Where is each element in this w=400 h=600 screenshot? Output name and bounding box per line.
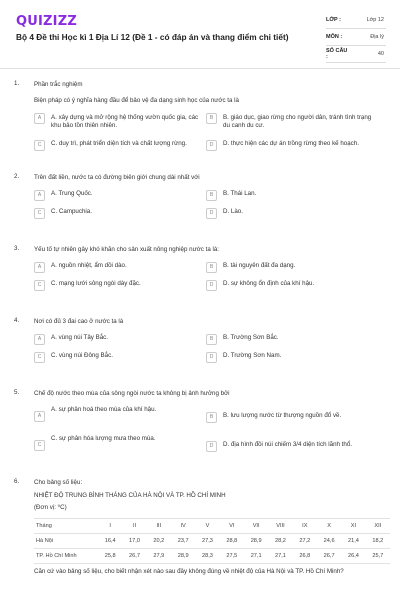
- option-d[interactable]: [206, 435, 378, 452]
- header-divider: [0, 68, 400, 69]
- option-letter-box: B: [206, 412, 217, 423]
- table-cell: IX: [293, 518, 317, 533]
- question-number: 3.: [14, 244, 20, 252]
- option-letter-box: C: [34, 440, 45, 451]
- question-text: Yếu tố tự nhiên gây khó khăn cho sản xuất nông nghiệp nước ta là:: [34, 245, 220, 253]
- question-3: [14, 245, 386, 298]
- question-number: 4.: [14, 316, 20, 324]
- table-cell: 25,7: [366, 548, 390, 563]
- option-b[interactable]: [206, 262, 378, 273]
- option-c[interactable]: [34, 435, 206, 452]
- option-a[interactable]: [34, 113, 206, 130]
- table-cell: 27,9: [147, 548, 171, 563]
- option-letter-box: B: [206, 190, 217, 201]
- question-text: Trên đất liền, nước ta có đường biên giới chung dài nhất với: [34, 173, 200, 181]
- option-text: D. Lào.: [223, 208, 243, 215]
- option-b[interactable]: [206, 406, 378, 423]
- option-letter-box: A: [34, 262, 45, 273]
- meta-class-label: LỚP :: [326, 17, 341, 23]
- table-cell: X: [317, 518, 341, 533]
- question-text: Chế độ nước theo mùa của sông ngòi nước ta không bị ảnh hưởng bởi: [34, 389, 230, 397]
- table-cell: 16,4: [98, 533, 122, 548]
- table-row-hcmc: [34, 548, 390, 563]
- option-letter-box: D: [206, 140, 217, 151]
- table-title: NHIỆT ĐỘ TRUNG BÌNH THÁNG CỦA HÀ NỘI VÀ TP. HỒ CHÍ MINH: [34, 491, 226, 499]
- option-letter-box: B: [206, 113, 217, 124]
- option-c[interactable]: [34, 280, 206, 291]
- options: [34, 334, 386, 370]
- question-text: Nơi có đủ 3 đai cao ở nước ta là: [34, 317, 124, 325]
- table-cell: II: [122, 518, 146, 533]
- worksheet-header: [0, 0, 400, 66]
- table-cell: 18,2: [366, 533, 390, 548]
- option-a[interactable]: [34, 406, 206, 423]
- option-letter-box: B: [206, 334, 217, 345]
- table-cell: 27,3: [195, 533, 219, 548]
- table-cell: 26,7: [122, 548, 146, 563]
- table-cell: III: [147, 518, 171, 533]
- table-cell: 28,8: [220, 533, 244, 548]
- table-cell: 21,4: [341, 533, 365, 548]
- option-text: D. thực hiện các dự án trồng rừng theo kế hoạch.: [223, 140, 359, 147]
- table-cell: 27,5: [220, 548, 244, 563]
- option-a[interactable]: [34, 334, 206, 345]
- table-cell: VI: [220, 518, 244, 533]
- table-cell: 26,7: [317, 548, 341, 563]
- question-number: 1.: [14, 80, 20, 87]
- table-cell: 23,7: [171, 533, 195, 548]
- table-cell: 17,0: [122, 533, 146, 548]
- option-letter-box: A: [34, 190, 45, 201]
- table-row-label: TP. Hồ Chí Minh: [34, 548, 98, 563]
- options: [34, 406, 386, 459]
- table-cell: VII: [244, 518, 268, 533]
- option-letter-box: D: [206, 208, 217, 219]
- meta-subject-row: [326, 29, 386, 46]
- option-letter-box: A: [34, 411, 45, 422]
- question-number: 5.: [14, 388, 20, 396]
- table-header-row: [34, 518, 390, 533]
- option-text: D. địa hình đồi núi chiếm 3/4 diện tích lãnh thổ.: [223, 441, 352, 448]
- options: [34, 262, 386, 298]
- option-b[interactable]: [206, 190, 378, 201]
- table-cell: 27,2: [293, 533, 317, 548]
- meta-subject-label: MÔN :: [326, 34, 343, 40]
- question-number: 6.: [14, 477, 20, 485]
- option-c[interactable]: [34, 208, 206, 219]
- table-cell: 28,2: [268, 533, 292, 548]
- question-2: [14, 173, 386, 226]
- meta-count-row: [326, 46, 386, 63]
- question-text: Căn cứ vào bảng số liệu, cho biết nhận xét nào sau đây không đúng về nhiệt độ của Hà Nội và TP. Hồ Chí Minh?: [34, 567, 344, 575]
- table-cell: XI: [341, 518, 365, 533]
- meta-class-row: [326, 12, 386, 29]
- meta-class-value: Lớp 12: [366, 17, 384, 23]
- table-row-hanoi: [34, 533, 390, 548]
- table-cell: I: [98, 518, 122, 533]
- option-letter-box: B: [206, 262, 217, 273]
- option-letter-box: D: [206, 352, 217, 363]
- table-cell: 26,4: [341, 548, 365, 563]
- table-cell: 20,2: [147, 533, 171, 548]
- question-number: 2.: [14, 172, 20, 180]
- option-c[interactable]: [34, 352, 206, 363]
- option-b[interactable]: [206, 113, 378, 130]
- table-cell: IV: [171, 518, 195, 533]
- option-text: D. sự không ổn định của khí hậu.: [223, 280, 315, 287]
- meta-count-label: SỐ CÂU :: [326, 48, 348, 60]
- question-text: Biện pháp có ý nghĩa hàng đầu để bảo vệ đa dạng sinh học của nước ta là: [34, 97, 239, 104]
- option-letter-box: D: [206, 280, 217, 291]
- option-d[interactable]: [206, 280, 378, 291]
- meta-subject-value: Địa lý: [370, 34, 384, 40]
- option-text: B. Trường Sơn Bắc.: [223, 334, 279, 341]
- option-text: B. tài nguyên đất đa dạng.: [223, 262, 296, 269]
- table-cell: 24,6: [317, 533, 341, 548]
- table-unit: (Đơn vị: ⁰C): [34, 503, 67, 511]
- table-cell: 28,9: [171, 548, 195, 563]
- option-d[interactable]: [206, 208, 378, 219]
- meta-count-value: 40: [377, 51, 384, 57]
- table-cell: 27,1: [268, 548, 292, 563]
- table-cell: 26,8: [293, 548, 317, 563]
- question-intro: Cho bảng số liệu:: [34, 478, 83, 486]
- table-cell: 27,1: [244, 548, 268, 563]
- option-a[interactable]: [34, 190, 206, 201]
- option-text: D. Trường Sơn Nam.: [223, 352, 282, 359]
- table-cell: XII: [366, 518, 390, 533]
- questions-list: [0, 76, 400, 576]
- option-text: C. Campuchia.: [51, 208, 92, 215]
- option-text: C. duy trì, phát triển diện tích và chất lượng rừng.: [51, 140, 187, 147]
- option-text: A. xây dựng và mở rộng hệ thống vườn quốc gia, các khu bảo tồn thiên nhiên.: [51, 113, 199, 129]
- option-letter-box: C: [34, 208, 45, 219]
- table-cell: 28,9: [244, 533, 268, 548]
- option-b[interactable]: [206, 334, 378, 345]
- table-cell: 25,8: [98, 548, 122, 563]
- meta-panel: [326, 12, 386, 63]
- option-text: B. Thái Lan.: [223, 190, 257, 197]
- option-text: B. lưu lượng nước từ thượng nguồn đổ về.: [223, 412, 342, 419]
- document-title: Bộ 4 Đề thi Học kì 1 Địa Lí 12 (Đề 1 - có đáp án và thang điểm chi tiết): [16, 32, 289, 42]
- option-c[interactable]: [34, 140, 206, 151]
- option-letter-box: C: [34, 140, 45, 151]
- option-letter-box: A: [34, 113, 45, 124]
- option-text: A. sự phân hoá theo mùa của khí hậu.: [51, 406, 157, 413]
- option-letter-box: D: [206, 441, 217, 452]
- table-cell: VIII: [268, 518, 292, 533]
- temperature-table: [34, 518, 390, 564]
- question-1: [14, 80, 386, 158]
- table-cell: 28,3: [195, 548, 219, 563]
- option-text: B. giáo dục, giao rừng cho người dân, tránh tình trạng du canh du cư.: [223, 113, 372, 129]
- option-letter-box: A: [34, 334, 45, 345]
- table-cell: V: [195, 518, 219, 533]
- table-row-label: Hà Nội: [34, 533, 98, 548]
- options: [34, 113, 386, 158]
- option-text: A. nguồn nhiệt, ẩm dồi dào.: [51, 262, 127, 269]
- option-text: A. vùng núi Tây Bắc.: [51, 334, 108, 341]
- quizizz-logo: QUIZIZZ: [16, 14, 77, 29]
- option-text: C. vùng núi Đông Bắc.: [51, 352, 113, 359]
- option-a[interactable]: [34, 262, 206, 273]
- option-text: C. mạng lưới sông ngòi dày đặc.: [51, 280, 141, 287]
- option-d[interactable]: [206, 352, 378, 363]
- option-d[interactable]: [206, 140, 378, 151]
- option-letter-box: C: [34, 280, 45, 291]
- options: [34, 190, 386, 226]
- option-text: A. Trung Quốc.: [51, 190, 93, 197]
- question-6: [14, 478, 386, 576]
- option-text: C. sự phân hóa lượng mưa theo mùa.: [51, 435, 156, 442]
- question-intro: Phần trắc nghiệm: [34, 81, 83, 88]
- question-4: [14, 317, 386, 370]
- option-letter-box: C: [34, 352, 45, 363]
- question-5: [14, 389, 386, 459]
- table-row-label: Tháng: [34, 518, 98, 533]
